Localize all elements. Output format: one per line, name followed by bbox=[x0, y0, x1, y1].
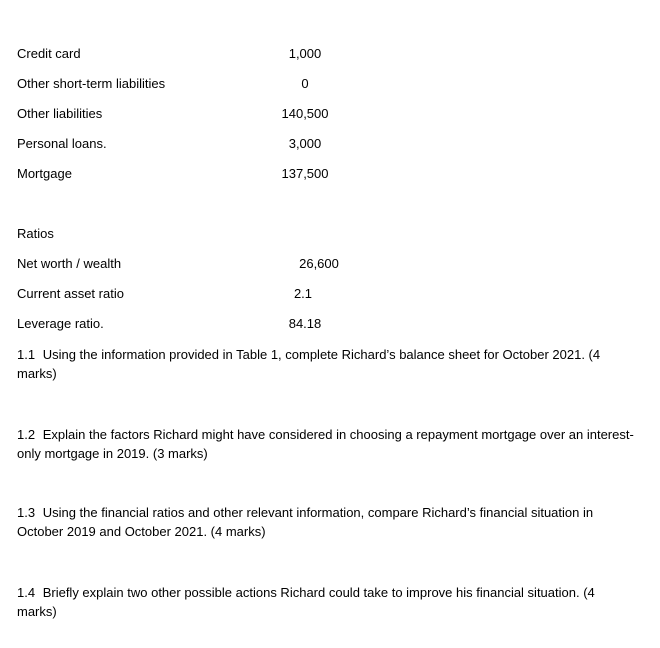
question-text: Using the information provided in Table 1, complete Richard’s balance sheet for October 2021. (4 marks) bbox=[17, 347, 601, 381]
question-number: 1.2 bbox=[17, 427, 36, 442]
ratio-value: 84.18 bbox=[288, 316, 322, 331]
question-number: 1.4 bbox=[17, 585, 36, 600]
ratio-value: 2.1 bbox=[293, 286, 313, 301]
liability-value: 140,500 bbox=[281, 106, 329, 121]
question-number: 1.1 bbox=[17, 347, 36, 362]
liability-value: 0 bbox=[301, 76, 309, 91]
liability-label: Personal loans. bbox=[17, 136, 107, 151]
ratio-label: Leverage ratio. bbox=[17, 316, 104, 331]
liability-value: 3,000 bbox=[288, 136, 322, 151]
liability-value: 137,500 bbox=[281, 166, 329, 181]
ratio-value: 26,600 bbox=[299, 256, 339, 271]
ratios-heading-text: Ratios bbox=[17, 226, 54, 241]
question-1-3 bbox=[17, 503, 637, 541]
question-number: 1.3 bbox=[17, 505, 36, 520]
liability-label: Other short-term liabilities bbox=[17, 76, 166, 91]
question-1-2 bbox=[17, 425, 637, 463]
ratio-label: Net worth / wealth bbox=[17, 256, 122, 271]
liability-label: Mortgage bbox=[17, 166, 72, 181]
question-1-4 bbox=[17, 583, 637, 621]
liability-value: 1,000 bbox=[288, 46, 322, 61]
question-1-1 bbox=[17, 345, 637, 383]
ratio-label: Current asset ratio bbox=[17, 286, 124, 301]
question-text: Briefly explain two other possible actions Richard could take to improve his financial situation. (4 marks) bbox=[17, 585, 595, 619]
question-text: Explain the factors Richard might have considered in choosing a repayment mortgage over an interest-only mortgage in 2019. (3 marks) bbox=[17, 427, 634, 461]
liability-label: Other liabilities bbox=[17, 106, 103, 121]
liability-label: Credit card bbox=[17, 46, 81, 61]
question-text: Using the financial ratios and other relevant information, compare Richard’s financial situation in October 2019 and October 2021. (4 marks) bbox=[17, 505, 594, 539]
